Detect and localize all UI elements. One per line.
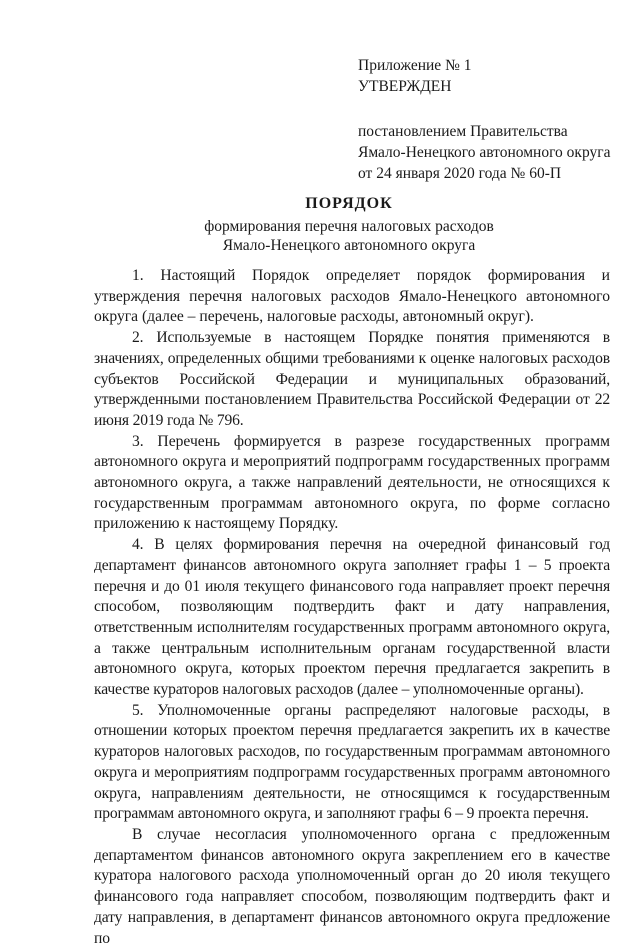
document-subtitle-line-1: формирования перечня налоговых расходов [204, 218, 494, 235]
approval-region-line: Ямало-Ненецкого автономного округа [358, 144, 611, 161]
paragraph-5: 5. Уполномоченные органы распределяют налоговые расходы, в отношении которых проектом перечня предлагается закрепить их в качестве кураторов налоговых расходов, по государственным программам автономного округа и мероприятиям подпрограмм государственных программ автономного округа, направлениям деятельности, не относящимся к государственным программам автономного округа, и заполняют графы 6 – 9 проекта перечня. [94, 701, 610, 823]
approval-block [358, 55, 628, 184]
paragraph-6: В случае несогласия уполномоченного органа с предложенным департаментом финансов автономного округа закреплением его в качестве куратора налогового расхода уполномоченный орган до 20 июля текущего финансового года направляет способом, позволяющим подтвердить факт и дату направления, в департамент финансов автономного округа предложение по [94, 825, 610, 947]
paragraph-3: 3. Перечень формируется в разрезе государственных программ автономного округа и мероприятий подпрограмм государственных программ автономного округа, а также направлений деятельности, не относящихся к государственным программам автономного округа, по форме согласно приложению к настоящему Порядку. [94, 432, 610, 533]
approval-decree-line: постановлением Правительства [358, 123, 568, 140]
paragraph-2: 2. Используемые в настоящем Порядке понятия применяются в значениях, определенных общими требованиями к оценке налоговых расходов субъектов Российской Федерации и муниципальных образований, утвержденными постановлением Правительства Российской Федерации от 22 июня 2019 года № 796. [94, 329, 610, 429]
document-subtitle-line-2: Ямало-Ненецкого автономного округа [222, 237, 476, 254]
approved-label: УТВЕРЖДЕН [358, 78, 452, 95]
approval-date-line: от 24 января 2020 года № 60-П [358, 165, 562, 182]
appendix-number: Приложение № 1 [358, 57, 472, 74]
approval-spacer [358, 97, 628, 121]
document-body [94, 266, 610, 949]
paragraph-4: 4. В целях формирования перечня на очередной финансовый год департамент финансов автономного округа заполняет графы 1 – 5 проекта перечня и до 01 июля текущего финансового года направляет проект перечня способом, позволяющим подтвердить факт и дату направления, ответственным исполнителям государственных программ автономного округа, а также центральным исполнительным органам государственной власти автономного округа, которых проектом перечня предлагается закрепить в качестве кураторов налоговых расходов (далее – уполномоченные органы). [94, 536, 610, 699]
paragraph-1: 1. Настоящий Порядок определяет порядок формирования и утверждения перечня налоговых расходов Ямало-Ненецкого автономного округа (далее – перечень, налоговые расходы, автономный округ). [94, 267, 610, 326]
document-title: ПОРЯДОК [305, 195, 393, 212]
